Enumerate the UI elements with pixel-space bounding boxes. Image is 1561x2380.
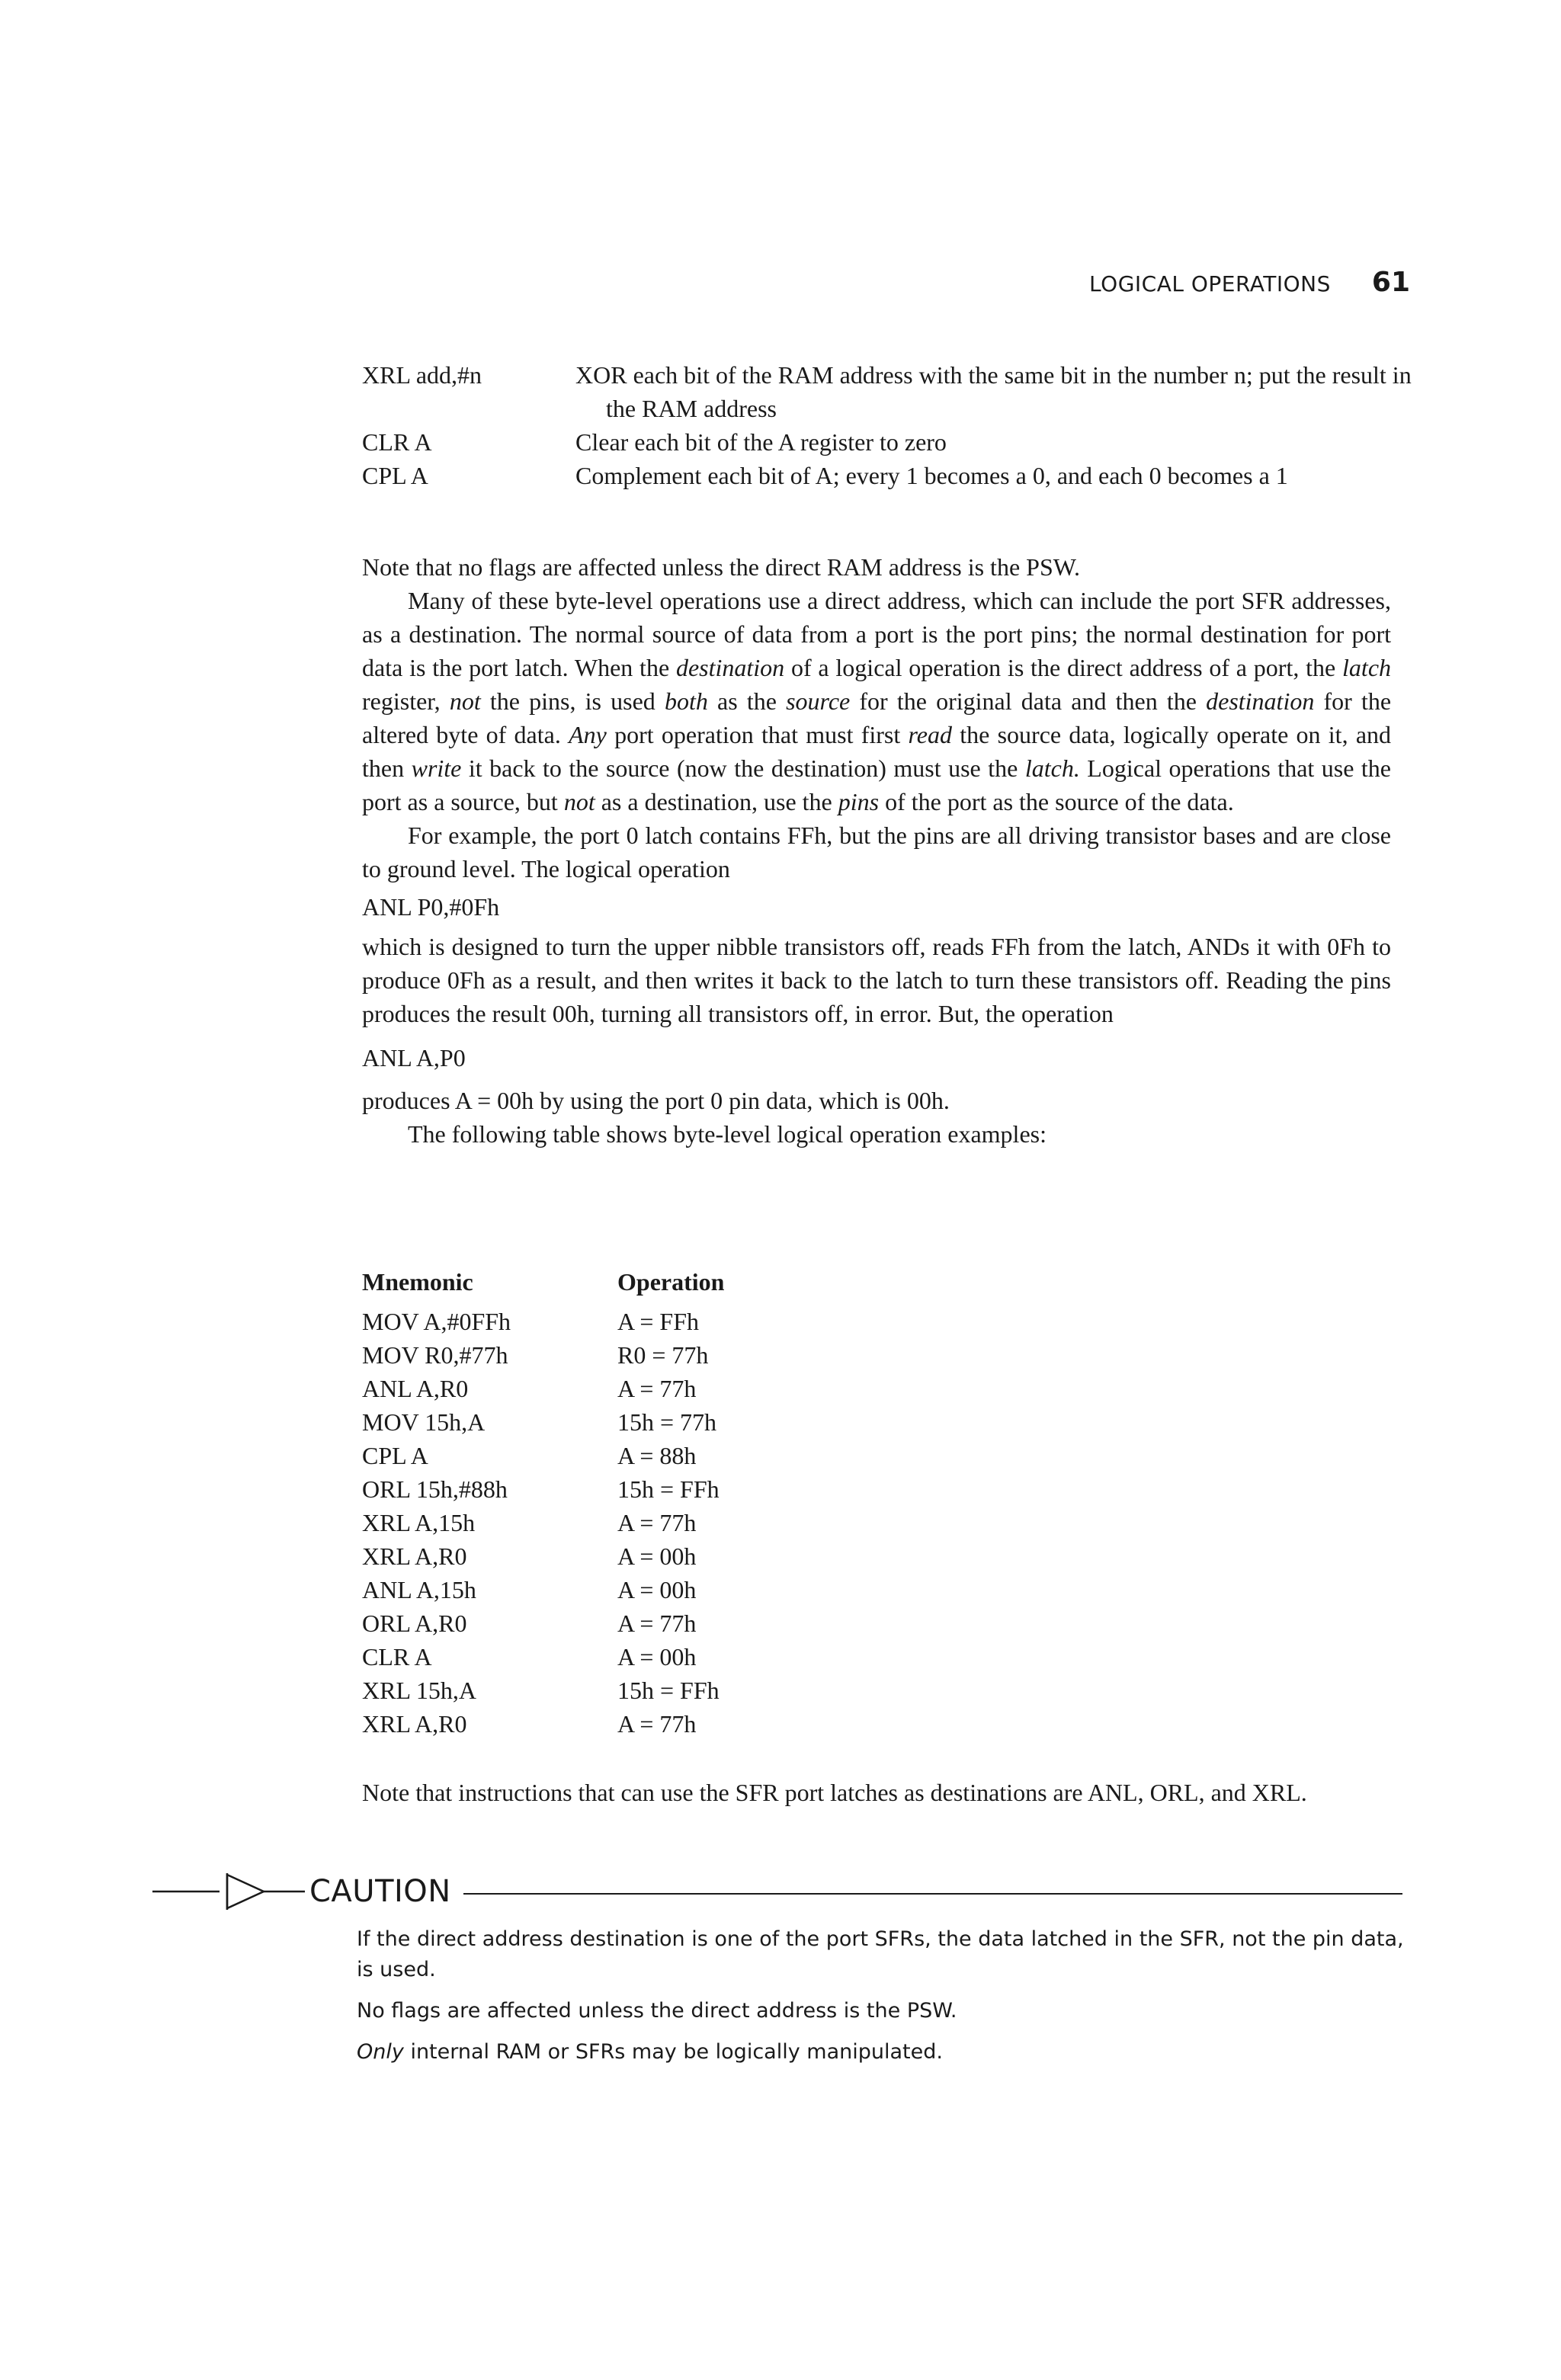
mnemonic-cell: XRL A,R0 <box>362 1542 467 1570</box>
emphasis: latch. <box>1024 754 1080 782</box>
mnemonic-cell: CLR A <box>362 1643 432 1670</box>
mnemonic-cell: MOV 15h,A <box>362 1408 486 1436</box>
text-run: of a logical operation is the direct address of a port, the <box>784 654 1343 681</box>
code-example: ANL P0,#0Fh <box>362 893 500 921</box>
definition-description: Clear each bit of the A register to zero <box>575 428 947 456</box>
mnemonic-cell: XRL A,R0 <box>362 1710 467 1738</box>
emphasis: latch <box>1342 654 1392 681</box>
table-row <box>362 1372 724 1405</box>
table-row <box>362 1707 724 1741</box>
emphasis: not <box>563 788 595 815</box>
text-run: the source data, logically operate on it, and then <box>362 721 1392 782</box>
text-run: the pins, is used <box>480 687 665 715</box>
operation-cell: A = 77h <box>617 1375 697 1402</box>
operation-cell: 15h = 77h <box>617 1408 717 1436</box>
definition-row <box>362 425 1414 459</box>
paragraph: The following table shows byte-level logical operation examples: <box>408 1120 1047 1148</box>
operation-cell: A = 77h <box>617 1610 697 1637</box>
mnemonic-cell: XRL 15h,A <box>362 1677 476 1704</box>
logical-operations-table <box>362 1265 724 1741</box>
operation-cell: A = 77h <box>617 1710 697 1738</box>
text-run: internal RAM or SFRs may be logically manipulated. <box>403 2040 943 2064</box>
body-text-after-table <box>362 1776 1391 1809</box>
text-run: of the port as the source of the data. <box>879 788 1234 815</box>
text-run: Logical operations that use the port as a source, but <box>362 754 1392 815</box>
table-row <box>362 1674 724 1707</box>
mnemonic-cell: MOV A,#0FFh <box>362 1308 511 1335</box>
emphasis: both <box>664 687 708 715</box>
definition-row <box>362 459 1414 492</box>
operation-cell: A = 77h <box>617 1509 697 1536</box>
definition-description: Complement each bit of A; every 1 becomes a 0, and each 0 becomes a 1 <box>575 462 1288 489</box>
caution-line: If the direct address destination is one of the port SFRs, the data latched in the SFR, not the pin data, is used. <box>357 1927 1404 1981</box>
mnemonic-cell: ANL A,R0 <box>362 1375 469 1402</box>
text-run: for the altered byte of data. <box>362 687 1392 748</box>
emphasis: not <box>449 687 481 715</box>
definition-term: CPL A <box>362 462 428 489</box>
caution-rule <box>463 1893 1402 1895</box>
emphasis: pins <box>838 788 880 815</box>
emphasis: Any <box>569 721 607 748</box>
running-head: LOGICAL OPERATIONS <box>1089 271 1331 296</box>
emphasis: write <box>411 754 462 782</box>
operation-cell: R0 = 77h <box>617 1341 709 1369</box>
page-number: 61 <box>1371 267 1410 298</box>
table-row <box>362 1506 724 1539</box>
text-run: as a destination, use the <box>595 788 838 815</box>
table-row <box>362 1338 724 1372</box>
table-row <box>362 1405 724 1439</box>
text-run: port operation that must first <box>606 721 909 748</box>
operation-cell: A = 00h <box>617 1542 697 1570</box>
caution-line <box>357 2037 1409 2068</box>
table-header-row <box>362 1265 724 1305</box>
mnemonic-cell: MOV R0,#77h <box>362 1341 508 1369</box>
emphasis: read <box>908 721 952 748</box>
definition-description: XOR each bit of the RAM address with the same bit in the number n; put the result in the RAM address <box>575 361 1412 422</box>
text-run: it back to the source (now the destination) must use the <box>461 754 1025 782</box>
table-row <box>362 1305 724 1338</box>
page-header <box>915 267 1410 312</box>
mnemonic-cell: ANL A,15h <box>362 1576 476 1603</box>
emphasis: Only <box>357 2040 404 2064</box>
table-row <box>362 1573 724 1606</box>
mnemonic-cell: CPL A <box>362 1442 428 1469</box>
operation-cell: 15h = FFh <box>617 1677 720 1704</box>
emphasis: source <box>786 687 851 715</box>
mnemonic-cell: ORL A,R0 <box>362 1610 467 1637</box>
operation-cell: A = 00h <box>617 1576 697 1603</box>
text-run: Many of these byte-level operations use a direct address, which can include the port SFR addresses, as a destination. The normal source of data from a port is the port pins; the normal destination for port data is the port latch. When the <box>362 587 1391 681</box>
table-row <box>362 1539 724 1573</box>
caution-body <box>357 1924 1409 2078</box>
caution-line: No flags are affected unless the direct address is the PSW. <box>357 1999 957 2023</box>
operation-cell: A = FFh <box>617 1308 699 1335</box>
caution-title: CAUTION <box>309 1874 451 1909</box>
column-header-mnemonic: Mnemonic <box>362 1268 473 1296</box>
code-example: ANL A,P0 <box>362 1044 466 1071</box>
operation-cell: 15h = FFh <box>617 1475 720 1503</box>
text-run: for the original data and then the <box>850 687 1207 715</box>
definition-term: CLR A <box>362 428 432 456</box>
text-run: as the <box>707 687 787 715</box>
mnemonic-cell: XRL A,15h <box>362 1509 476 1536</box>
operation-cell: A = 00h <box>617 1643 697 1670</box>
caution-arrow-icon <box>152 1869 305 1914</box>
paragraph <box>362 584 1391 818</box>
paragraph: produces A = 00h by using the port 0 pin data, which is 00h. <box>362 1087 950 1114</box>
table-row <box>362 1640 724 1674</box>
definition-term: XRL add,#n <box>362 361 482 389</box>
table-row <box>362 1606 724 1640</box>
definition-row <box>362 358 1414 425</box>
paragraph: which is designed to turn the upper nibble transistors off, reads FFh from the latch, ANDs it with 0Fh to produce 0Fh as a result, and then writes it back to the latch to turn these transistors off. Reading the pins produces the result 00h, turning all transistors off, in error. But, the operation <box>362 933 1391 1027</box>
text-run: register, <box>362 687 450 715</box>
table-row <box>362 1439 724 1472</box>
instruction-definitions <box>362 358 1414 492</box>
paragraph: For example, the port 0 latch contains FFh, but the pins are all driving transistor bases and are close to ground level. The logical operation <box>362 822 1391 882</box>
caution-heading <box>152 1869 1402 1914</box>
emphasis: destination <box>1206 687 1315 715</box>
body-text <box>362 550 1391 1151</box>
column-header-operation: Operation <box>617 1268 725 1296</box>
table-row <box>362 1472 724 1506</box>
mnemonic-cell: ORL 15h,#88h <box>362 1475 508 1503</box>
paragraph: Note that instructions that can use the SFR port latches as destinations are ANL, ORL, and XRL. <box>362 1779 1307 1806</box>
operation-cell: A = 88h <box>617 1442 697 1469</box>
paragraph: Note that no flags are affected unless the direct RAM address is the PSW. <box>362 553 1080 581</box>
emphasis: destination <box>675 654 785 681</box>
